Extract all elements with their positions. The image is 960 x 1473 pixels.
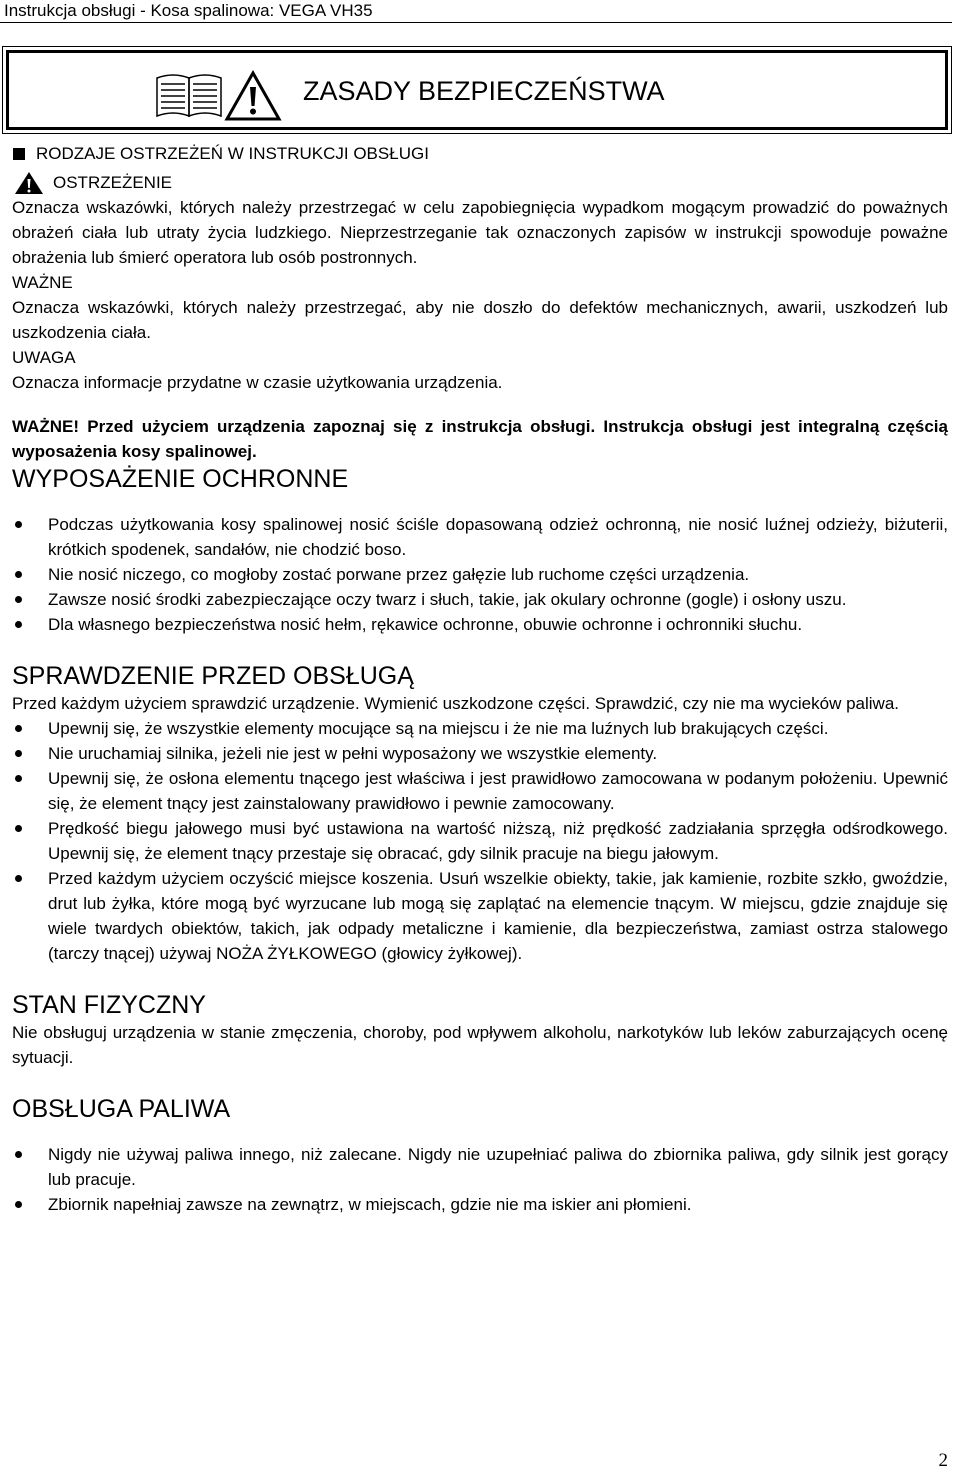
warning-types-heading-text: RODZAJE OSTRZEŻEŃ W INSTRUKCJI OBSŁUGI xyxy=(36,144,429,163)
list-item: Zbiornik napełniaj zawsze na zewnątrz, w miejscach, gdzie nie ma iskier ani płomieni. xyxy=(12,1192,948,1217)
banner-title: ZASADY BEZPIECZEŃSTWA xyxy=(303,76,665,106)
list-item: Prędkość biegu jałowego musi być ustawiona na wartość niższą, niż prędkość zadziałania sprzęgła odśrodkowego. Upewnij się, że element tnący przestaje się obracać, gdy silnik pracuje na biegu jałowym. xyxy=(12,816,948,866)
warning-small-icon xyxy=(14,171,44,195)
pre-check-list xyxy=(12,716,948,966)
ostrzezenie-text: Oznacza wskazówki, których należy przestrzegać w celu zapobiegnięcia wypadkom mogącym prowadzić do poważnych obrażeń ciała lub utraty życia ludzkiego. Nieprzestrzeganie tak oznaczonych zapisów w instrukcji spowoduje poważne obrażenia lub śmierć operatora lub osób postronnych. xyxy=(12,198,948,267)
ostrzezenie-label: OSTRZEŻENIE xyxy=(53,173,173,192)
list-item: Nigdy nie używaj paliwa innego, niż zalecane. Nigdy nie uzupełniać paliwa do zbiornika paliwa, gdy silnik jest gorący lub pracuje. xyxy=(12,1142,948,1192)
physical-state-text: Nie obsługuj urządzenia w stanie zmęczenia, choroby, pod wpływem alkoholu, narkotyków lub leków zaburzających ocenę sytuacji. xyxy=(12,1023,948,1067)
protective-equipment-list xyxy=(12,512,948,637)
warning-triangle-icon xyxy=(227,73,279,119)
protective-equipment-title: WYPOSAŻENIE OCHRONNE xyxy=(12,465,349,493)
fuel-handling-list xyxy=(12,1142,948,1217)
list-item: Nie uruchamiaj silnika, jeżeli nie jest w pełni wyposażony we wszystkie elementy. xyxy=(12,741,948,766)
square-bullet-icon xyxy=(13,148,25,160)
important-note: WAŻNE! Przed użyciem urządzenia zapoznaj się z instrukcja obsługi. Instrukcja obsługi jest integralną częścią wyposażenia kosy spalinowej. xyxy=(12,417,948,461)
list-item: Upewnij się, że osłona elementu tnącego jest właściwa i jest prawidłowo zamocowana w podanym położeniu. Upewnić się, że element tnący jest zainstalowany prawidłowo i pewnie zamocowany. xyxy=(12,766,948,816)
page-number: 2 xyxy=(938,1450,948,1471)
list-item: Upewnij się, że wszystkie elementy mocujące są na miejscu i że nie ma luźnych lub brakujących części. xyxy=(12,716,948,741)
list-item: Podczas użytkowania kosy spalinowej nosić ściśle dopasowaną odzież ochronną, nie nosić luźnej odzieży, biżuterii, krótkich spodenek, sandałów, nie chodzić boso. xyxy=(12,512,948,562)
physical-state-title: STAN FIZYCZNY xyxy=(12,991,206,1019)
uwaga-text: Oznacza informacje przydatne w czasie użytkowania urządzenia. xyxy=(12,373,503,392)
main-content xyxy=(12,141,948,1217)
fuel-handling-title: OBSŁUGA PALIWA xyxy=(12,1095,231,1123)
uwaga-label: UWAGA xyxy=(12,348,76,367)
wazne-label: WAŻNE xyxy=(12,273,73,292)
pre-check-title: SPRAWDZENIE PRZED OBSŁUGĄ xyxy=(12,662,414,690)
safety-banner xyxy=(2,46,952,134)
wazne-text: Oznacza wskazówki, których należy przestrzegać, aby nie doszło do defektów mechanicznych, awarii, uszkodzeń lub uszkodzenia ciała. xyxy=(12,298,948,342)
list-item: Dla własnego bezpieczeństwa nosić hełm, rękawice ochronne, obuwie ochronne i ochronniki słuchu. xyxy=(12,612,948,637)
list-item: Zawsze nosić środki zabezpieczające oczy twarz i słuch, takie, jak okulary ochronne (gogle) i osłony uszu. xyxy=(12,587,948,612)
ostrzezenie-heading xyxy=(12,170,948,195)
pre-check-intro: Przed każdym użyciem sprawdzić urządzenie. Wymienić uszkodzone części. Sprawdzić, czy nie ma wycieków paliwa. xyxy=(12,694,899,713)
page-header xyxy=(0,0,952,23)
book-icon xyxy=(157,75,221,116)
list-item: Przed każdym użyciem oczyścić miejsce koszenia. Usuń wszelkie obiekty, takie, jak kamienie, rozbite szkło, gwoździe, drut lub żyłka, które mogą być wyrzucane lub mogą się zaplątać na elemencie tnącym. W miejscu, gdzie znajduje się wiele twardych obiektów, takich, jak odpady metaliczne i kamienie, dla bezpieczeństwa, zamiast ostrza stalowego (tarczy tnącej) używaj NOŻA ŻYŁKOWEGO (głowicy żyłkowej). xyxy=(12,866,948,966)
document-title: Instrukcja obsługi - Kosa spalinowa: VEGA VH35 xyxy=(4,1,373,20)
warning-types-heading xyxy=(12,141,948,166)
list-item: Nie nosić niczego, co mogłoby zostać porwane przez gałęzie lub ruchome części urządzenia. xyxy=(12,562,948,587)
banner-icons xyxy=(153,70,283,127)
